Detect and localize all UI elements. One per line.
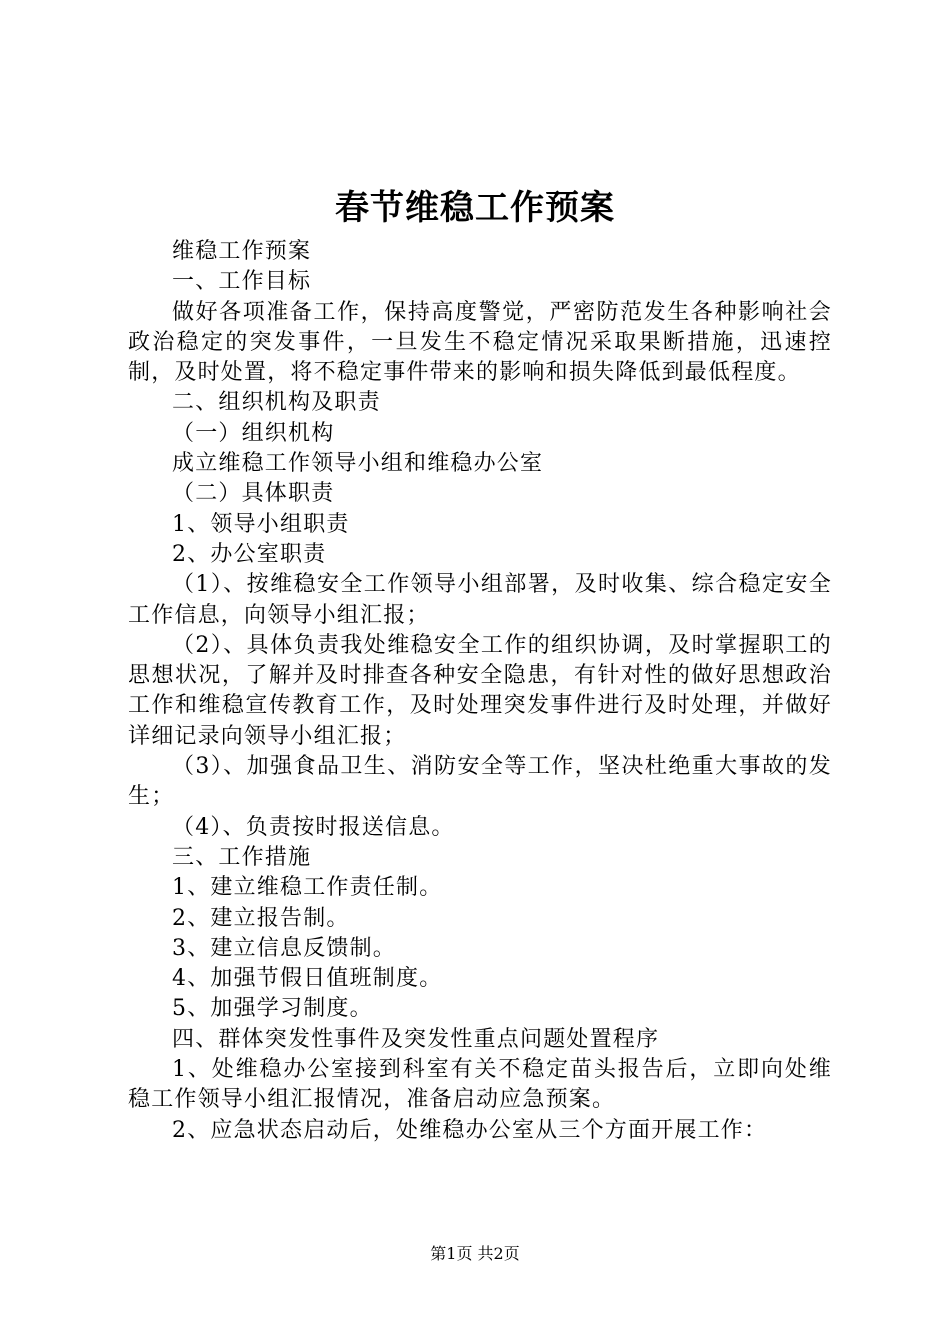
page-number: 第1页 共2页 (430, 1244, 520, 1263)
paragraph: 做好各项准备工作，保持高度警觉，严密防范发生各种影响社会政治稳定的突发事件，一旦发生不稳定情况采取果断措施，迅速控制，及时处置，将不稳定事件带来的影响和损失降低到最低程度。 (128, 299, 832, 386)
paragraph: 二、组织机构及职责 (172, 390, 381, 416)
paragraph: 2、应急状态启动后，处维稳办公室从三个方面开展工作： (172, 1117, 768, 1143)
paragraph: （1）、按维稳安全工作领导小组部署，及时收集、综合稳定安全工作信息，向领导小组汇报； (128, 572, 832, 628)
paragraph: （3）、加强食品卫生、消防安全等工作，坚决杜绝重大事故的发生； (128, 754, 832, 810)
paragraph: 三、工作措施 (172, 844, 312, 870)
paragraph: （2）、具体负责我处维稳安全工作的组织协调，及时掌握职工的思想状况，了解并及时排查各种安全隐患，有针对性的做好思想政治工作和维稳宣传教育工作，及时处理突发事件进行及时处理，并做好详细记录向领导小组汇报； (128, 632, 832, 749)
paragraph: 一、工作目标 (172, 269, 312, 295)
paragraph: 2、建立报告制。 (172, 905, 350, 931)
paragraph: （二）具体职责 (172, 481, 335, 507)
paragraph: 3、建立信息反馈制。 (172, 935, 396, 961)
paragraph: （一）组织机构 (172, 420, 335, 446)
paragraph: 维稳工作预案 (172, 239, 312, 264)
paragraph: 5、加强学习制度。 (172, 996, 373, 1022)
paragraph: （4）、负责按时报送信息。 (172, 814, 455, 840)
paragraph: 成立维稳工作领导小组和维稳办公室 (172, 451, 544, 477)
paragraph: 2、办公室职责 (172, 541, 327, 567)
paragraph: 四、群体突发性事件及突发性重点问题处置程序 (172, 1026, 660, 1052)
paragraph: 1、处维稳办公室接到科室有关不稳定苗头报告后，立即向处维稳工作领导小组汇报情况，准备启动应急预案。 (128, 1057, 832, 1113)
paragraph: 4、加强节假日值班制度。 (172, 966, 443, 992)
paragraph: 1、领导小组职责 (172, 511, 350, 537)
document-body (128, 237, 832, 1146)
document-title: 春节维稳工作预案 (335, 188, 615, 228)
paragraph: 1、建立维稳工作责任制。 (172, 875, 443, 901)
